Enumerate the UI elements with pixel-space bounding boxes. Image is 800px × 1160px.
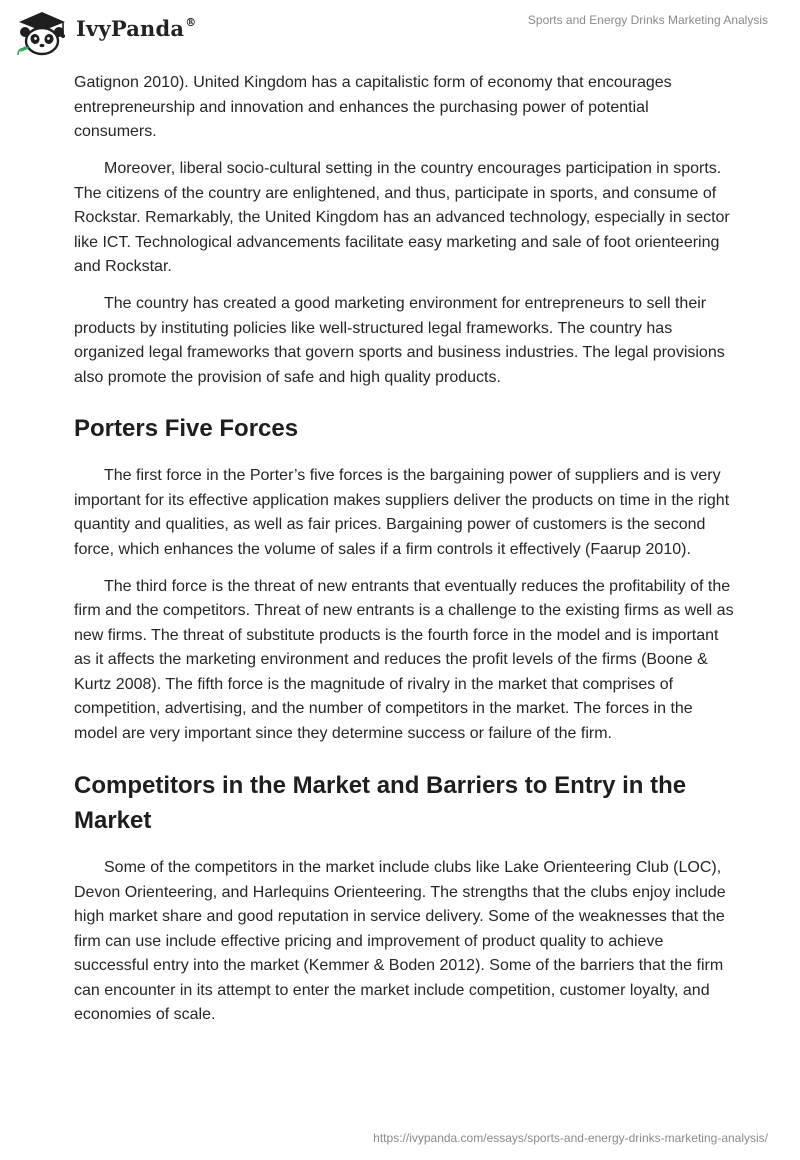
page-header — [0, 0, 800, 64]
ivypanda-logo[interactable] — [14, 8, 197, 56]
essay-content — [74, 71, 734, 1040]
paragraph-porter-1: The first force in the Porter’s five forces is the bargaining power of suppliers and is very important for its effective application makes suppliers deliver the products on time in the right quantity and qualities, as well as fair prices. Bargaining power of customers is the second force, which enhances the volume of sales if a firm controls it effectively (Faarup 2010). — [74, 467, 730, 558]
document-title: Sports and Energy Drinks Marketing Analysis — [527, 13, 768, 27]
source-url-link[interactable]: https://ivypanda.com/essays/sports-and-energy-drinks-marketing-analysis/ — [373, 1131, 768, 1145]
paragraph-intro-2: Moreover, liberal socio-cultural setting in the country encourages participation in sports. The citizens of the country are enlightened, and thus, participate in sports, and consume of Rockstar. Remarkably, the United Kingdom has an advanced technology, especially in sector like ICT. Technological advancements facilitate easy marketing and sale of foot orienteering and Rockstar. — [74, 160, 730, 275]
paragraph-intro-3: The country has created a good marketing environment for entrepreneurs to sell their products by instituting policies like well-structured legal frameworks. The country has organized legal frameworks that govern sports and business industries. The legal provisions also promote the provision of safe and high quality products. — [74, 295, 725, 386]
brand-name: IvyPanda® — [76, 16, 197, 41]
panda-graduate-icon — [14, 8, 70, 56]
paragraph-competitors-1: Some of the competitors in the market include clubs like Lake Orienteering Club (LOC), Devon Orienteering, and Harlequins Orienteering. The strengths that the clubs enjoy include high market share and good reputation in service delivery. Some of the weaknesses that the firm can use include effective pricing and improvement of product quality to achieve successful entry into the market (Kemmer & Boden 2012). Some of the barriers that the firm can encounter in its attempt to enter the market include competition, customer loyalty, and economies of scale. — [74, 859, 726, 1023]
section-heading-porters-five-forces: Porters Five Forces — [74, 415, 299, 442]
registered-mark: ® — [185, 16, 197, 29]
section-heading-competitors: Competitors in the Market and Barriers to Entry in the Market — [74, 772, 687, 834]
paragraph-porter-2: The third force is the threat of new entrants that eventually reduces the profitability of the firm and the competitors. Threat of new entrants is a challenge to the existing firms as well as new firms. The threat of substitute products is the fourth force in the model and is important as it affects the marketing environment and reduces the profit levels of the firms (Boone & Kurtz 2008). The fifth force is the magnitude of rivalry in the market that comprises of competition, advertising, and the number of competitors in the market. The forces in the model are very important since they determine success or failure of the firm. — [74, 577, 734, 742]
paragraph-intro-1: Gatignon 2010). United Kingdom has a capitalistic form of economy that encourages entrepreneurship and innovation and enhances the purchasing power of potential consumers. — [74, 74, 672, 140]
